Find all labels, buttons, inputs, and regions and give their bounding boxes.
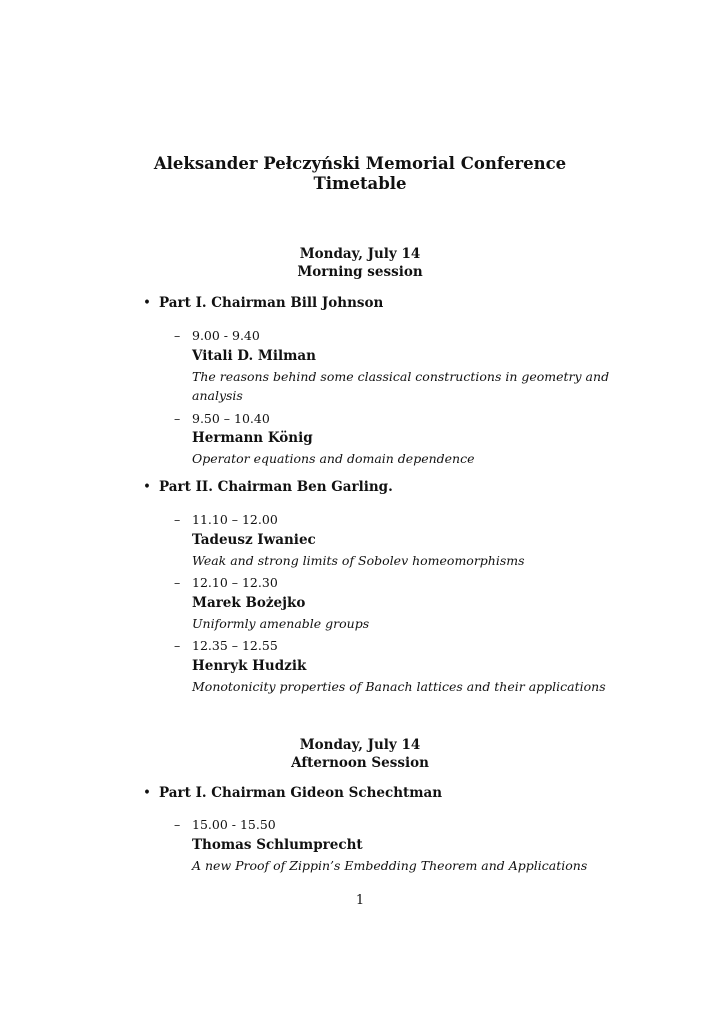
talk-time: 9.50 – 10.40	[192, 410, 270, 426]
morning-session-heading	[0, 245, 720, 281]
talk-title: Weak and strong limits of Sobolev homeomorphisms	[192, 552, 525, 568]
dash-marker: –	[174, 410, 181, 426]
talk-title: Monotonicity properties of Banach lattices and their applications	[192, 678, 606, 694]
dash-marker: –	[174, 817, 181, 832]
dash-marker: –	[174, 512, 181, 527]
talk-title: The reasons behind some classical constructions in geometry and analysis	[192, 368, 610, 403]
talk-speaker: Thomas Schlumprecht	[192, 836, 363, 853]
document-title-block	[0, 154, 720, 194]
morning-part-1-heading	[143, 294, 383, 312]
bullet-marker: •	[143, 479, 151, 495]
session-name: Afternoon Session	[291, 755, 429, 771]
part-label: Part I. Chairman Bill Johnson	[159, 295, 384, 311]
part-label: Part I. Chairman Gideon Schechtman	[159, 785, 443, 801]
timetable-heading: Timetable	[313, 174, 407, 193]
dash-marker: –	[174, 638, 181, 653]
morning-part-1-talk-list	[174, 326, 614, 472]
talk-item	[174, 326, 614, 406]
talk-speaker: Henryk Hudzik	[192, 657, 307, 674]
talk-title: A new Proof of Zippin’s Embedding Theorem and Applications	[192, 857, 588, 873]
talk-speaker: Tadeusz Iwaniec	[192, 531, 316, 548]
part-label: Part II. Chairman Ben Garling.	[159, 479, 393, 495]
talk-item	[174, 573, 614, 633]
morning-part-2-heading	[143, 478, 393, 496]
talk-time: 15.00 - 15.50	[192, 817, 276, 832]
dash-marker: –	[174, 575, 181, 590]
talk-item	[174, 815, 614, 875]
talk-speaker: Marek Bożejko	[192, 594, 306, 611]
talk-time: 11.10 – 12.00	[192, 512, 278, 527]
talk-time: 9.00 - 9.40	[192, 328, 260, 343]
afternoon-part-1-talk-list	[174, 815, 614, 878]
talk-speaker: Hermann König	[192, 430, 313, 446]
afternoon-session-heading	[0, 736, 720, 772]
session-day: Monday, July 14	[299, 246, 421, 262]
conference-title: Aleksander Pełczyński Memorial Conference	[153, 154, 567, 173]
morning-part-2-talk-list	[174, 510, 614, 699]
session-day: Monday, July 14	[299, 737, 421, 753]
talk-speaker: Vitali D. Milman	[192, 347, 316, 364]
talk-item	[174, 510, 614, 570]
afternoon-part-1-heading	[143, 784, 442, 802]
page-number: 1	[355, 893, 365, 908]
talk-title: Operator equations and domain dependence	[192, 451, 475, 466]
bullet-marker: •	[143, 785, 151, 801]
talk-item	[174, 636, 614, 696]
talk-time: 12.35 – 12.55	[192, 638, 278, 653]
talk-time: 12.10 – 12.30	[192, 575, 278, 590]
bullet-marker: •	[143, 295, 151, 311]
talk-item	[174, 409, 614, 469]
talk-title: Uniformly amenable groups	[192, 615, 370, 631]
dash-marker: –	[174, 328, 181, 343]
session-name: Morning session	[297, 264, 423, 280]
